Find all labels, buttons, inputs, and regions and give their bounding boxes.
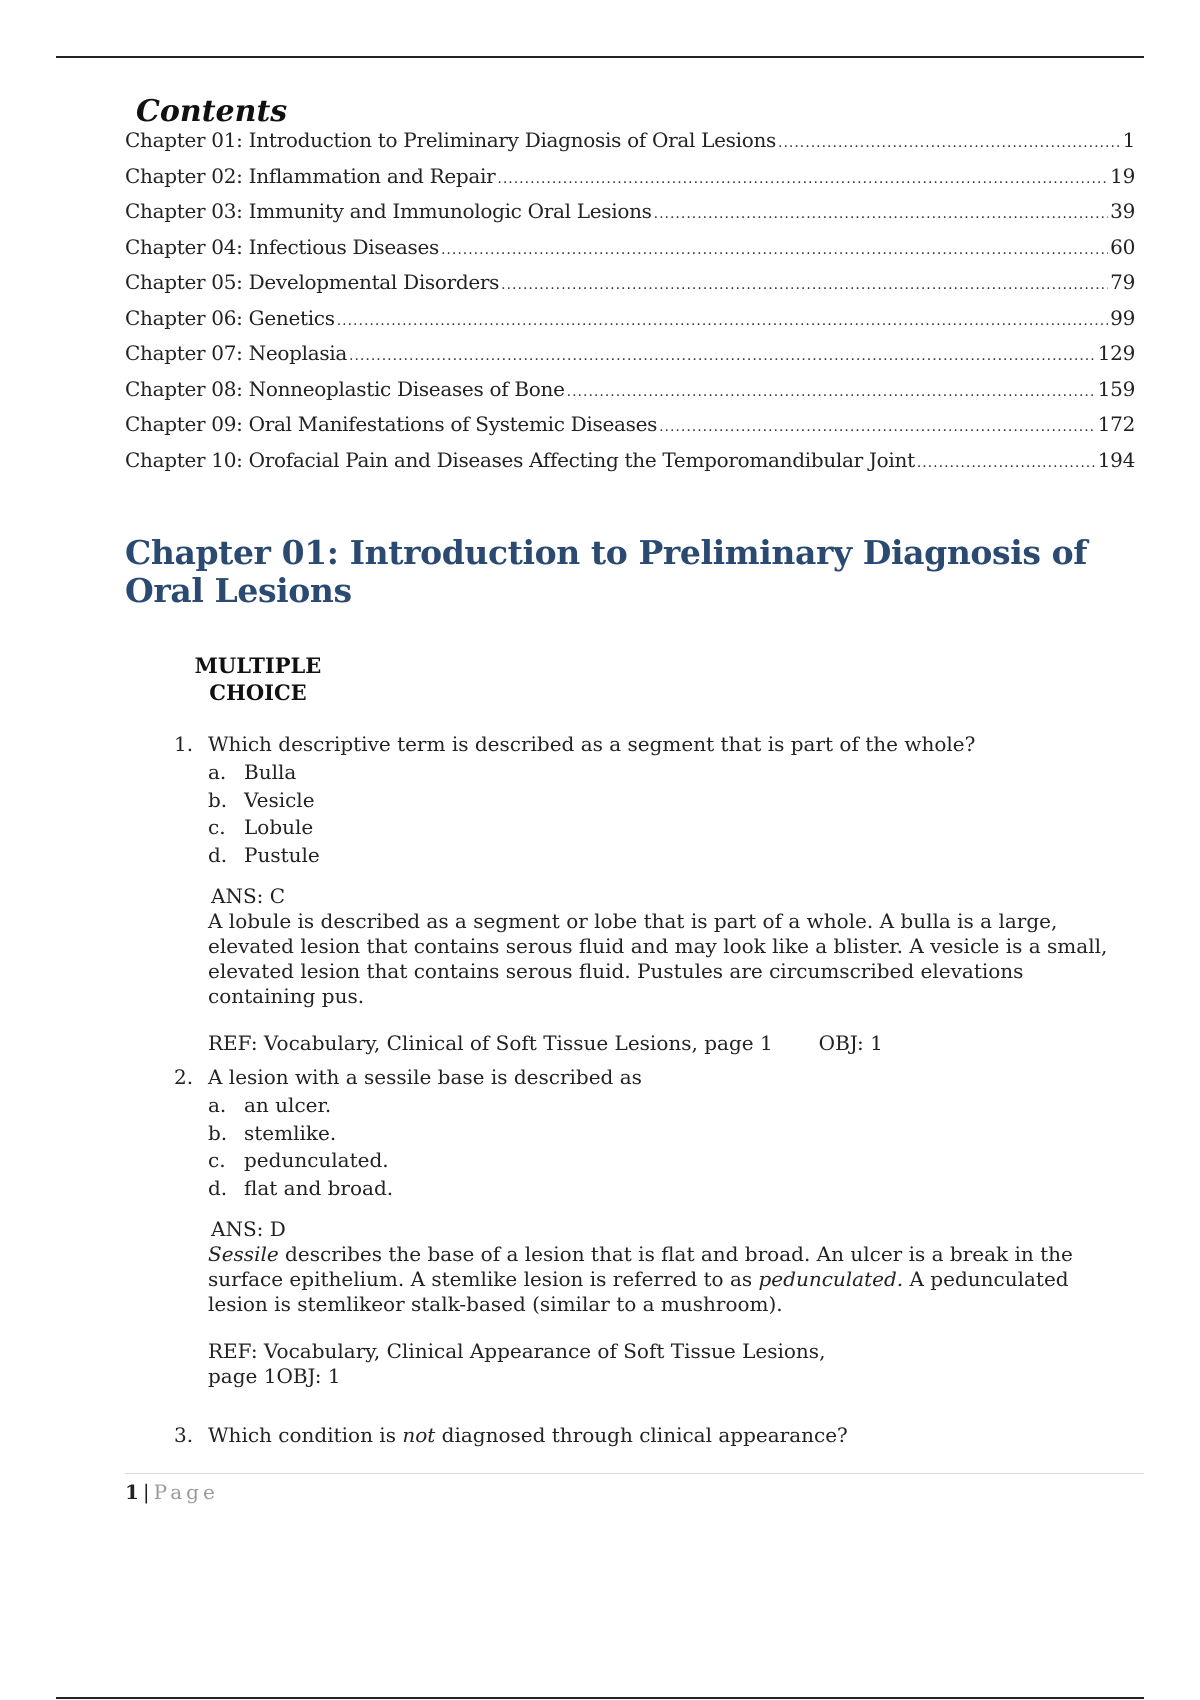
option-letter: a.: [208, 1093, 227, 1117]
top-rule: [56, 56, 1144, 58]
option-letter: d.: [208, 1175, 228, 1200]
question-3: [174, 1423, 1104, 1451]
answer-option[interactable]: [208, 1121, 1104, 1149]
option-letter: b.: [208, 1120, 228, 1145]
answer-option[interactable]: [208, 760, 1104, 788]
toc-leader: [917, 455, 1096, 471]
toc-entry-title: Chapter 08: Nonneoplastic Diseases of Bone: [125, 376, 565, 401]
question-text-part: Which condition is: [208, 1423, 403, 1447]
option-text: Vesicle: [244, 787, 315, 812]
emphasized-term: Sessile: [208, 1242, 279, 1266]
page-footer: [125, 1480, 219, 1504]
answer-explanation: [208, 1242, 1108, 1317]
answer-options: [208, 1093, 1104, 1203]
toc-entry-page: 194: [1097, 447, 1135, 472]
option-text: Bulla: [244, 760, 297, 784]
option-text: flat and broad.: [244, 1175, 394, 1200]
toc-leader: [349, 348, 1096, 364]
toc-entry-page: 99: [1110, 305, 1135, 330]
reference: REF: Vocabulary, Clinical of Soft Tissue Lesions, page 1: [208, 1031, 773, 1055]
answer-explanation: A lobule is described as a segment or lobe that is part of a whole. A bulla is a large, elevated lesion that contains serous fluid and may look like a blister. A vesicle is a small, elevated lesion that contains serous fluid. Pustules are circumscribed elevations containing pus.: [208, 909, 1108, 1008]
footer-rule: [125, 1473, 1144, 1474]
answer-option[interactable]: [208, 1176, 1104, 1204]
toc-leader: [567, 384, 1096, 400]
option-text: an ulcer.: [244, 1093, 332, 1117]
option-text: Lobule: [244, 815, 314, 839]
table-of-contents: [125, 128, 1135, 483]
page-number: 1: [125, 1480, 139, 1504]
explanation-text: A pedunculated lesion is stemlikeor stalk-based (similar to a mushroom).: [208, 1267, 1069, 1316]
toc-leader: [778, 135, 1121, 151]
reference: REF: Vocabulary, Clinical Appearance of Soft Tissue Lesions, page 1OBJ: 1: [208, 1339, 826, 1388]
explanation-text: describes the base of a lesion that is flat and broad. An ulcer is a break in the surface epithelium. A stemlike lesion is referred to as: [208, 1242, 1073, 1291]
toc-leader: [501, 277, 1108, 293]
toc-entry-page: 39: [1110, 199, 1135, 223]
answer-option[interactable]: [208, 1148, 1104, 1176]
question-number: 3.: [174, 1423, 194, 1447]
question-text: A lesion with a sessile base is described as: [208, 1065, 642, 1089]
toc-entry-page: 129: [1097, 341, 1135, 365]
toc-leader: [497, 171, 1108, 187]
toc-entry[interactable]: [125, 199, 1135, 235]
toc-entry-title: Chapter 02: Inflammation and Repair: [125, 163, 496, 188]
toc-entry-title: Chapter 03: Immunity and Immunologic Oral Lesions: [125, 199, 652, 223]
toc-entry-title: Chapter 04: Infectious Diseases: [125, 234, 439, 259]
toc-entry-page: 79: [1110, 270, 1135, 294]
option-text: stemlike.: [244, 1120, 337, 1145]
section-heading-line: MULTIPLE: [194, 653, 322, 678]
toc-entry[interactable]: [125, 128, 1135, 164]
answer-options: [208, 760, 1104, 870]
toc-entry[interactable]: [125, 235, 1135, 271]
option-text: pedunculated.: [244, 1148, 389, 1172]
bottom-rule: [56, 1697, 1144, 1699]
option-letter: d.: [208, 842, 228, 867]
toc-entry-page: 159: [1097, 376, 1135, 401]
option-letter: a.: [208, 760, 227, 784]
toc-entry-title: Chapter 05: Developmental Disorders: [125, 270, 500, 294]
question-text: [208, 1423, 848, 1447]
toc-entry-title: Chapter 01: Introduction to Preliminary Diagnosis of Oral Lesions: [125, 128, 776, 152]
option-letter: b.: [208, 787, 228, 812]
option-letter: c.: [208, 815, 226, 839]
toc-entry[interactable]: [125, 306, 1135, 342]
toc-entry-page: 172: [1097, 412, 1135, 436]
footer-separator: |: [142, 1480, 150, 1504]
option-letter: c.: [208, 1148, 226, 1172]
answer-option[interactable]: [208, 1093, 1104, 1121]
reference-line: [208, 1031, 1104, 1056]
toc-entry[interactable]: [125, 341, 1135, 377]
question-text-part: diagnosed through clinical appearance?: [435, 1423, 848, 1447]
toc-entry-page: 19: [1110, 163, 1135, 188]
toc-entry-page: 60: [1110, 234, 1135, 259]
question-number: 2.: [174, 1065, 194, 1089]
emphasized-word: not: [402, 1423, 436, 1447]
toc-entry-title: Chapter 06: Genetics: [125, 305, 335, 330]
answer-key: ANS: D: [211, 1217, 286, 1241]
toc-entry[interactable]: [125, 412, 1135, 448]
chapter-heading: Chapter 01: Introduction to Preliminary Diagnosis of Oral Lesions: [125, 533, 1088, 610]
toc-entry-page: 1: [1122, 128, 1135, 152]
toc-entry[interactable]: [125, 270, 1135, 306]
section-heading-line: CHOICE: [209, 680, 307, 705]
toc-entry-title: Chapter 10: Orofacial Pain and Diseases Affecting the Temporomandibular Joint: [125, 447, 915, 472]
toc-title: Contents: [136, 94, 288, 129]
answer-option[interactable]: [208, 788, 1104, 816]
question-1: [174, 732, 1108, 1056]
toc-entry-title: Chapter 07: Neoplasia: [125, 341, 348, 365]
answer-option[interactable]: [208, 843, 1104, 871]
question-2: [174, 1065, 1104, 1389]
toc-entry[interactable]: [125, 448, 1135, 484]
toc-leader: [337, 313, 1108, 329]
section-heading: [188, 652, 328, 706]
option-text: Pustule: [244, 842, 320, 867]
toc-entry-title: Chapter 09: Oral Manifestations of Systemic Diseases: [125, 412, 658, 436]
toc-leader: [659, 419, 1096, 435]
toc-leader: [654, 206, 1109, 222]
toc-entry[interactable]: [125, 377, 1135, 413]
toc-leader: [441, 242, 1108, 258]
question-number: 1.: [174, 732, 194, 756]
answer-key: ANS: C: [211, 884, 286, 908]
toc-entry[interactable]: [125, 164, 1135, 200]
answer-option[interactable]: [208, 815, 1104, 843]
page-label: Page: [153, 1480, 219, 1504]
objective: OBJ: 1: [818, 1031, 883, 1055]
question-text: Which descriptive term is described as a segment that is part of the whole?: [208, 732, 976, 756]
emphasized-term: pedunculated.: [758, 1267, 904, 1291]
